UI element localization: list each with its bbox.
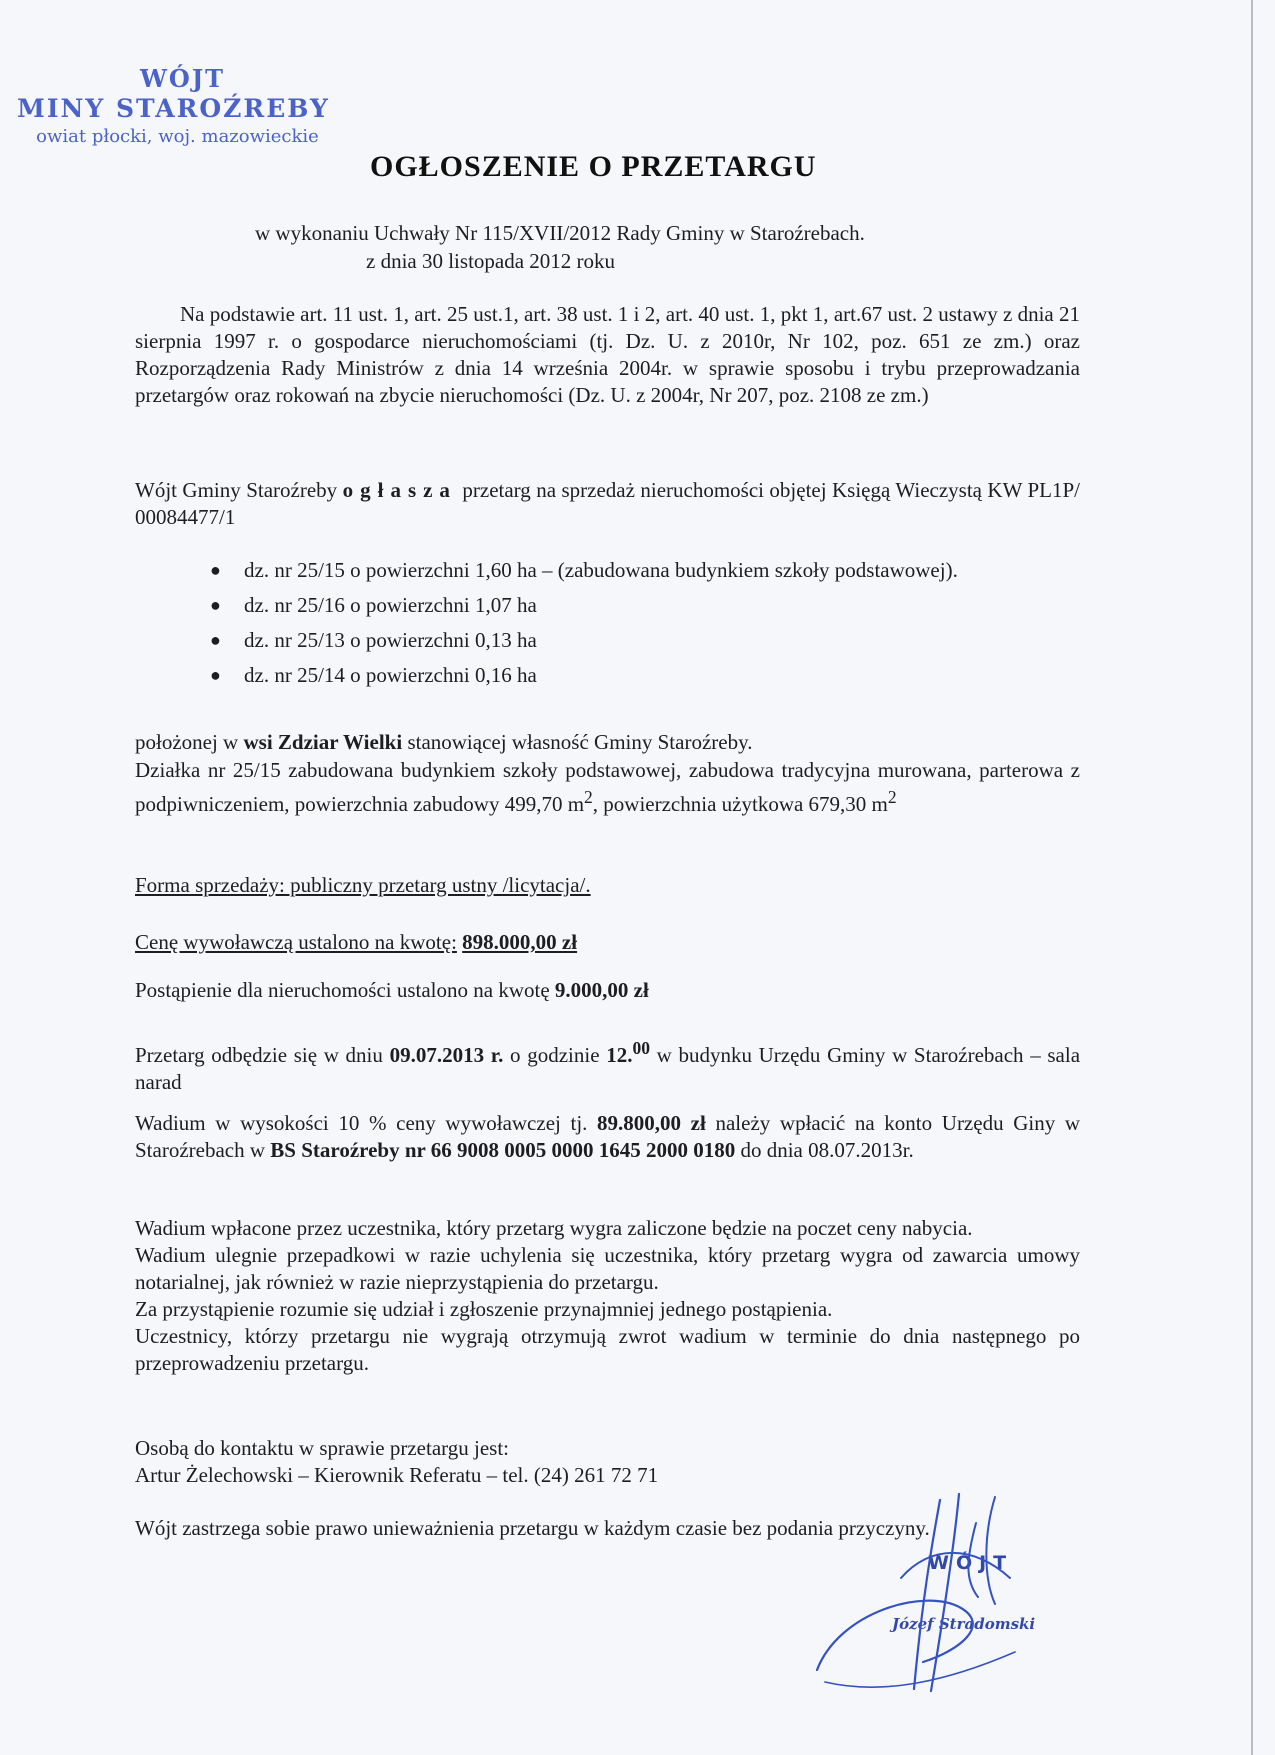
deposit-info [135, 1110, 1080, 1164]
auction-suffix: w budynku Urzędu Gminy w Staroźrebach – sala narad [135, 1043, 1081, 1094]
bullet-icon: ● [210, 630, 221, 650]
page-edge-line [1251, 0, 1253, 1755]
parcel-item [210, 591, 970, 619]
auction-date: 09.07.2013 r. [389, 1043, 504, 1067]
deposit-rule: Za przystąpienie rozumie się udział i zgłoszenie przynajmniej jednego postąpienia. [135, 1297, 833, 1321]
signature-title: WÓJT [928, 1552, 1014, 1574]
bid-increment-value: 9.000,00 zł [554, 978, 649, 1002]
stamp-title: WÓJT [139, 64, 226, 93]
contact-info [135, 1435, 1080, 1489]
announcement-prefix: Wójt Gminy Staroźreby [135, 478, 338, 502]
auction-middle: o godzinie [510, 1043, 600, 1067]
deposit-amount: 89.800,00 zł [597, 1111, 706, 1135]
announcement-verb: ogłasza [342, 478, 457, 502]
starting-price-label: Cenę wywoławczą ustalono na kwotę: [135, 930, 457, 954]
parcel-list [210, 556, 970, 696]
stamp-region: owiat płocki, woj. mazowieckie [36, 126, 319, 147]
resolution-line-2: z dnia 30 listopada 2012 roku [366, 249, 616, 273]
building-description-middle: , powierzchnia użytkowa 679,30 m [592, 792, 888, 816]
parcel-item [210, 626, 970, 654]
handwritten-signature-icon [805, 1492, 1075, 1697]
signature-name: Józef Stradomski [892, 1615, 1036, 1633]
parcel-item [210, 661, 970, 689]
reservation-clause: Wójt zastrzega sobie prawo unieważnienia przetargu w każdym czasie bez podania przyczyny. [135, 1516, 930, 1540]
building-description [135, 757, 1080, 818]
resolution-line-1: w wykonaniu Uchwały Nr 115/XVII/2012 Rady Gminy w Staroźrebach. [255, 221, 865, 245]
deposit-rules [135, 1215, 1080, 1377]
parcel-text: dz. nr 25/13 o powierzchni 0,13 ha [244, 628, 537, 652]
building-description-start: Działka nr 25/15 zabudowana budynkiem szkoły podstawowej, zabudowa tradycyjna murowana, parterowa z podpiwniczeniem, powierzchnia zabudowy 499,70 m [135, 758, 1080, 816]
auction-minutes: 00 [632, 1038, 650, 1058]
notice-heading: OGŁOSZENIE O PRZETARGU [370, 150, 817, 183]
starting-price-value: 898.000,00 zł [462, 930, 578, 954]
legal-basis: Na podstawie art. 11 ust. 1, art. 25 ust.1, art. 38 ust. 1 i 2, art. 40 ust. 1, pkt 1, art.67 ust. 2 ustawy z dnia 21 sierpnia 1997 r. o gospodarce nieruchomościami (tj. Dz. U. z 2010r, Nr 102, poz. 651 ze zm.) oraz Rozporządzenia Rady Ministrów z dnia 14 września 2004r. w sprawie sposobu i trybu przeprowadzania przetargów oraz rokowań na zbycie nieruchomości (Dz. U. z 2004r, Nr 207, poz. 2108 ze zm.) [135, 302, 1080, 407]
stamp-subtitle: MINY STAROŹREBY [17, 94, 330, 123]
auction-prefix: Przetarg odbędzie się w dniu [135, 1043, 383, 1067]
announcement [135, 477, 1080, 531]
deposit-prefix: Wadium w wysokości 10 % ceny wywoławczej tj. [135, 1111, 588, 1135]
starting-price [135, 929, 1080, 956]
contact-person: Artur Żelechowski – Kierownik Referatu – tel. (24) 261 72 71 [135, 1463, 659, 1487]
bank-account: BS Staroźreby nr 66 9008 0005 0000 1645 2000 0180 [270, 1138, 736, 1162]
bid-increment-label: Postąpienie dla nieruchomości ustalono na kwotę [135, 978, 550, 1002]
parcel-text: dz. nr 25/15 o powierzchni 1,60 ha – (zabudowana budynkiem szkoły podstawowej). [244, 558, 958, 582]
office-stamp [0, 64, 365, 150]
area-exponent-1: 2 [584, 787, 593, 807]
deposit-rule: Wadium ulegnie przepadkowi w razie uchylenia się uczestnika, który przetarg wygra od zawarcia umowy notarialnej, jak również w razie nieprzystąpienia do przetargu. [135, 1243, 1080, 1294]
parcel-text: dz. nr 25/14 o powierzchni 0,16 ha [244, 663, 537, 687]
announcement-suffix: przetarg na sprzedaż nieruchomości objętej Księgą Wieczystą KW PL1P/ 00084477/1 [135, 478, 1080, 529]
deposit-suffix: do dnia 08.07.2013r. [740, 1138, 914, 1162]
area-exponent-2: 2 [887, 787, 897, 807]
parcel-item [210, 556, 970, 584]
bullet-icon: ● [210, 560, 221, 580]
contact-intro: Osobą do kontaktu w sprawie przetargu jest: [135, 1436, 510, 1460]
auction-date-place [135, 1035, 1080, 1096]
location-text [135, 729, 1080, 756]
sale-form: Forma sprzedaży: publiczny przetarg ustny /licytacja/. [135, 873, 591, 897]
bullet-icon: ● [210, 595, 221, 615]
auction-hour: 12. [606, 1043, 633, 1067]
village-name: wsi Zdziar Wielki [243, 730, 403, 754]
parcel-text: dz. nr 25/16 o powierzchni 1,07 ha [244, 593, 537, 617]
location-suffix: stanowiącej własność Gminy Staroźreby. [407, 730, 753, 754]
deposit-rule: Uczestnicy, którzy przetargu nie wygrają otrzymują zwrot wadium w terminie do dnia następnego po przeprowadzeniu przetargu. [135, 1324, 1080, 1375]
bid-increment [135, 977, 1080, 1004]
bullet-icon: ● [210, 665, 221, 685]
deposit-rule: Wadium wpłacone przez uczestnika, który przetarg wygra zaliczone będzie na poczet ceny nabycia. [135, 1216, 973, 1240]
location-prefix: położonej w [135, 730, 239, 754]
deposit-middle: należy wpłacić na konto Urzędu Giny w Staroźrebach w [135, 1111, 1081, 1162]
